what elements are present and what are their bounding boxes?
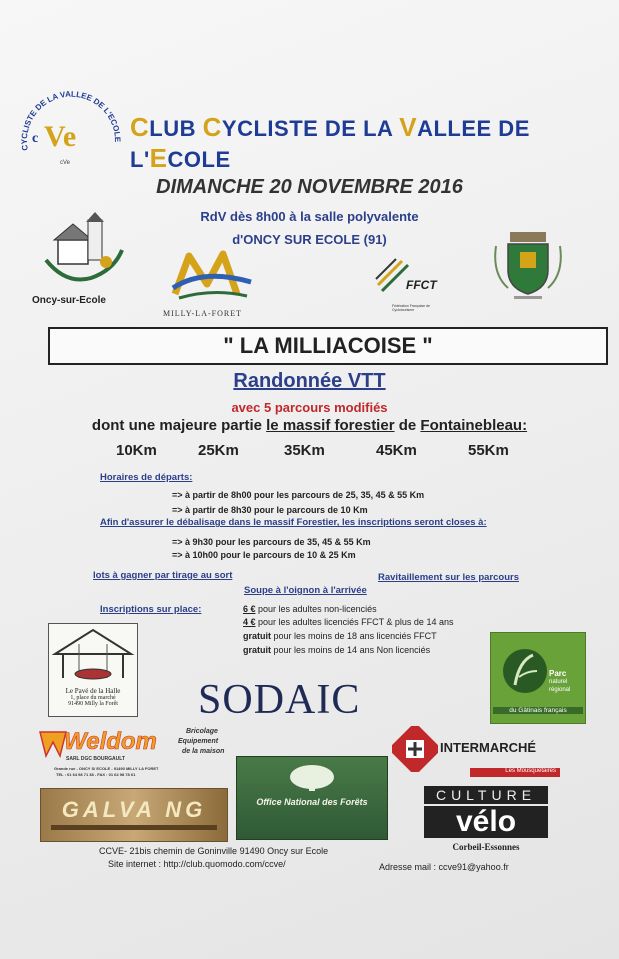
price-4-amount: gratuit — [243, 645, 271, 655]
parc-line-1: Parc — [549, 669, 567, 678]
majeure-place: Fontainebleau: — [420, 417, 528, 434]
close-line-2: => à 10h00 pour le parcours de 10 & 25 Km — [172, 550, 356, 560]
parc-line-2: naturel — [549, 679, 568, 685]
club-title-w4: COLE — [167, 147, 231, 172]
onf-logo — [236, 756, 388, 840]
club-title-w2: YCLISTE DE LA — [221, 116, 393, 141]
event-title-box: " LA MILLIACOISE " — [48, 327, 608, 365]
inscriptions-title: Inscriptions sur place: — [100, 604, 202, 615]
club-title-c2: C — [202, 112, 222, 142]
horaires-title: Horaires de départs: — [100, 472, 193, 483]
price-3-text: pour les moins de 18 ans licenciés FFCT — [273, 631, 437, 641]
pave-line-1: Le Pavé de la Halle — [65, 687, 121, 695]
club-title-e: E — [149, 143, 168, 173]
culture-label: CULTURE — [424, 786, 548, 804]
price-line-1 — [243, 604, 377, 614]
parcours-note: avec 5 parcours modifiés — [231, 400, 388, 415]
velo-sub: Corbeil-Essonnes — [452, 842, 520, 852]
lots-note: lots à gagner par tirage au sort — [93, 570, 233, 581]
rdv-line-1: RdV dès 8h00 à la salle polyvalente — [200, 209, 419, 224]
galvaing-stripe — [51, 825, 217, 830]
weldom-addr: Grande rue - ONCY S/ ECOLE - 91490 MILLY LA FORET — [54, 766, 159, 771]
event-type — [0, 370, 619, 393]
footer-mail[interactable]: Adresse mail : ccve91@yahoo.fr — [379, 862, 509, 872]
club-title-v: V — [399, 112, 418, 142]
halle-icon — [49, 624, 137, 682]
ravitaillement-note: Ravitaillement sur les parcours — [378, 572, 519, 583]
onf-name: Office National des Forêts — [256, 797, 368, 807]
milly-label: MILLY-LA-FORET — [163, 309, 242, 318]
culture-velo-logo — [424, 786, 548, 858]
majeure-line — [0, 417, 619, 434]
ccve-logo — [14, 88, 126, 180]
close-line-1: => à 9h30 pour les parcours de 35, 45 & 55 Km — [172, 537, 371, 547]
horaires-line-1: => à partir de 8h00 pour les parcours de 25, 35, 45 & 55 Km — [172, 490, 425, 500]
ffct-text: FFCT — [406, 278, 437, 292]
intermarche-name: INTERMARCHÉ — [440, 740, 537, 755]
soupe-note: Soupe à l'oignon à l'arrivée — [244, 585, 367, 596]
majeure-massif: le massif forestier — [266, 417, 395, 434]
parc-naturel-logo — [490, 632, 586, 724]
distance-25: 25Km — [198, 442, 239, 459]
event-date: DIMANCHE 20 NOVEMBRE 2016 — [156, 176, 463, 198]
coat-of-arms-icon — [490, 226, 566, 302]
svg-text:Ve: Ve — [44, 120, 77, 153]
svg-text:cVe: cVe — [60, 160, 71, 166]
parc-line-4: du Gâtinais français — [493, 707, 583, 714]
weldom-tag-3: de la maison — [182, 748, 225, 755]
distance-55: 55Km — [468, 442, 509, 459]
galvaing-name: GALVA NG — [61, 797, 207, 822]
majeure-pre: dont une majeure partie — [91, 417, 262, 434]
weldom-name: Weldom — [64, 728, 157, 755]
distance-45: 45Km — [376, 442, 417, 459]
price-3-amount: gratuit — [243, 631, 271, 641]
ffct-emblem — [372, 255, 444, 299]
footer-site[interactable]: Site internet : http://club.quomodo.com/ccve/ — [108, 859, 286, 869]
majeure-de: de — [398, 417, 417, 434]
debalisage-note: Afin d'assurer le débalisage dans le massif Forestier, les inscriptions seront closes à: — [100, 517, 487, 528]
intermarche-logo — [392, 726, 560, 778]
weldom-logo — [38, 726, 228, 776]
price-line-4 — [243, 645, 430, 655]
price-line-2 — [243, 617, 453, 627]
ffct-sub: Fédération Française de Cyclotourisme — [392, 304, 430, 312]
footer-address: CCVE- 21bis chemin de Goninville 91490 Oncy sur Ecole — [99, 846, 329, 856]
oncy-label: Oncy-sur-Ecole — [32, 295, 106, 306]
pave-halle-logo — [48, 623, 138, 717]
onf-tree-icon — [287, 763, 337, 793]
distance-35: 35Km — [284, 442, 325, 459]
event-type-label: Randonnée VTT — [233, 370, 386, 392]
weldom-tag-2: Equipement — [178, 738, 219, 745]
velo-label: vélo — [424, 806, 548, 838]
galvaing-logo — [40, 788, 228, 842]
parc-leaf-icon — [497, 641, 553, 701]
price-4-text: pour les moins de 14 ans Non licenciés — [273, 645, 431, 655]
price-2-text: pour les adultes licenciés FFCT & plus de 14 ans — [258, 617, 454, 627]
oncy-emblem — [36, 210, 132, 290]
parc-line-3: régional — [549, 687, 571, 693]
weldom-tag-1: Bricolage — [186, 728, 218, 735]
club-title-w1: LUB — [149, 116, 196, 141]
intermarche-icon — [392, 726, 438, 772]
ccve-logo-graphic — [14, 88, 126, 180]
club-title-c: C — [130, 112, 150, 142]
intermarche-sub: Les Mousquetaires — [470, 768, 560, 777]
weldom-tel: TEL : 01 64 98 71 38 - FAX : 01 64 98 78 61 — [56, 772, 136, 777]
sodaic-logo: SODAIC — [198, 677, 361, 723]
price-1-text: pour les adultes non-licenciés — [258, 604, 377, 614]
distance-10: 10Km — [116, 442, 157, 459]
svg-text:c: c — [32, 131, 39, 146]
pave-line-3: 91490 Milly la Forêt — [68, 701, 118, 707]
club-title-w3: ALLEE DE L' — [130, 116, 530, 172]
price-2-amount: 4 € — [243, 617, 256, 627]
weldom-sub: SARL DGC BOURGAULT — [66, 756, 125, 762]
horaires-line-2: => à partir de 8h30 pour le parcours de 10 Km — [172, 505, 368, 515]
svg-text:CYCLISTE DE LA VALLEE DE L'ECO: CYCLISTE DE LA VALLEE DE L'ECOLE — [19, 89, 123, 152]
club-title — [130, 112, 619, 174]
ffct-logo — [372, 255, 444, 317]
oncy-logo — [32, 210, 132, 306]
milly-logo — [163, 248, 259, 320]
milly-emblem — [163, 248, 259, 304]
price-1-amount: 6 € — [243, 604, 256, 614]
price-line-3 — [243, 631, 437, 641]
pave-line-2: 1, place du marché — [70, 695, 116, 701]
rdv-line-2: d'ONCY SUR ECOLE (91) — [232, 232, 387, 247]
